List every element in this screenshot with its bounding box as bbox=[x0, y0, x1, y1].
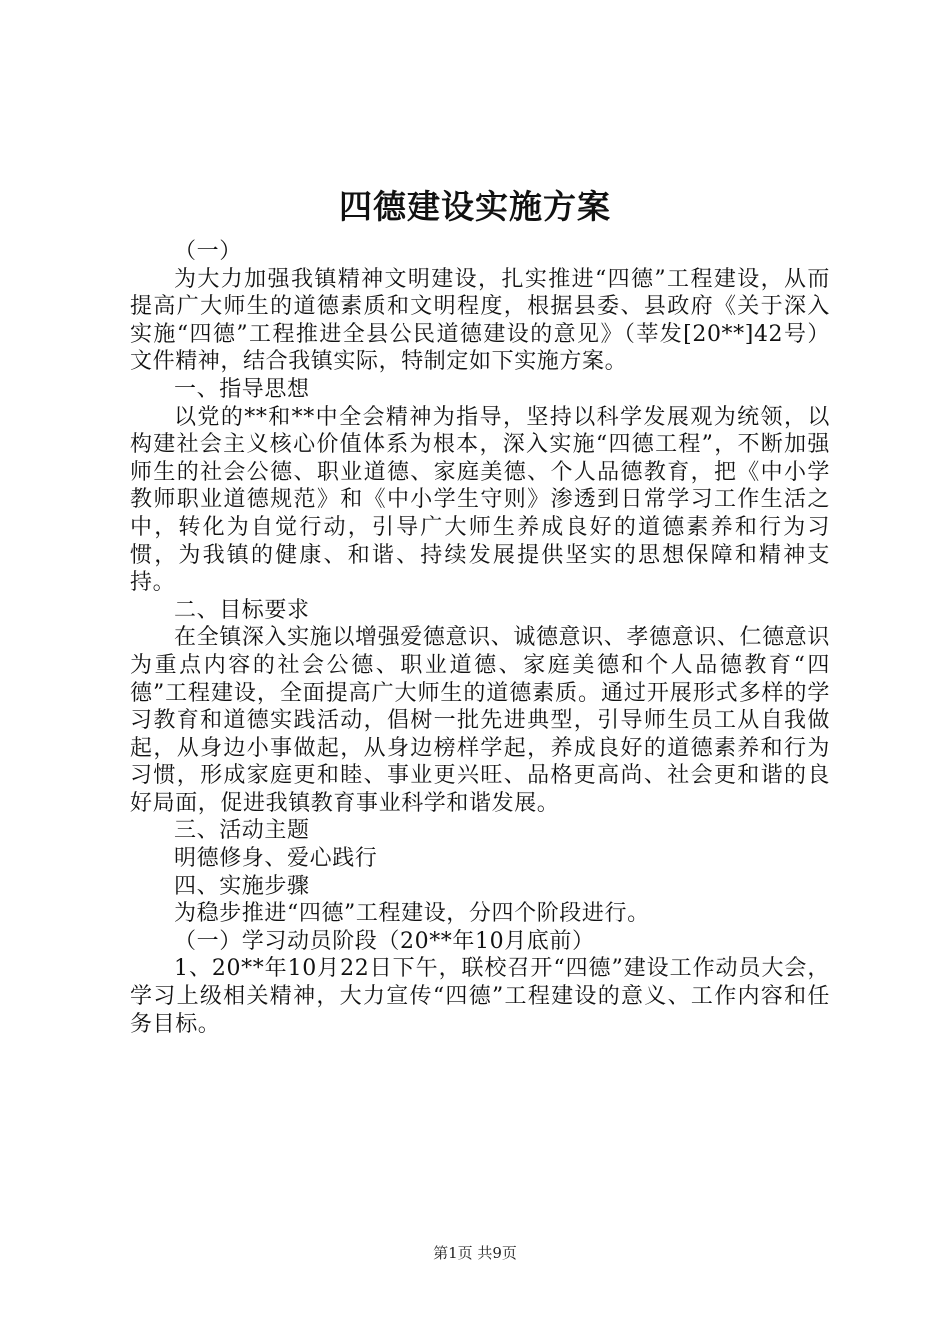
heading-steps: 四、实施步骤 bbox=[174, 873, 310, 899]
document-title: 四德建设实施方案 bbox=[339, 187, 611, 226]
heading-guiding-ideology: 一、指导思想 bbox=[174, 376, 310, 402]
paragraph-stage-one-item-1: 1、20**年10月22日下午，联校召开“四德”建设工作动员大会，学习上级相关精神，大力宣传“四德”工程建设的意义、工作内容和任务目标。 bbox=[130, 956, 830, 1037]
paragraph-goals: 在全镇深入实施以增强爱德意识、诚德意识、孝德意识、仁德意识为重点内容的社会公德、职业道德、家庭美德和个人品德教育“四德”工程建设，全面提高广大师生的道德素质。通过开展形式多样的学习教育和道德实践活动，倡树一批先进典型，引导师生员工从自我做起，从身边小事做起，从身边榜样学起，养成良好的道德素养和行为习惯，形成家庭更和睦、事业更兴旺、品格更高尚、社会更和谐的良好局面，促进我镇教育事业科学和谐发展。 bbox=[130, 625, 830, 816]
page-footer: 第1页 共9页 bbox=[433, 1244, 517, 1262]
paragraph-intro: 为大力加强我镇精神文明建设，扎实推进“四德”工程建设，从而提高广大师生的道德素质和文明程度，根据县委、县政府《关于深入实施“四德”工程推进全县公民道德建设的意见》（莘发[20**]42号）文件精神，结合我镇实际，特制定如下实施方案。 bbox=[130, 266, 830, 375]
paragraph-section-mark: （一） bbox=[174, 239, 242, 264]
paragraph-theme: 明德修身、爱心践行 bbox=[174, 846, 378, 872]
heading-goals: 二、目标要求 bbox=[174, 597, 310, 623]
heading-theme: 三、活动主题 bbox=[174, 818, 310, 844]
paragraph-guiding-ideology: 以党的**和**中全会精神为指导，坚持以科学发展观为统领，以构建社会主义核心价值体系为根本，深入实施“四德工程”，不断加强师生的社会公德、职业道德、家庭美德、个人品德教育，把《中小学教师职业道德规范》和《中小学生守则》渗透到日常学习工作生活之中，转化为自觉行动，引导广大师生养成良好的道德素养和行为习惯，为我镇的健康、和谐、持续发展提供坚实的思想保障和精神支持。 bbox=[130, 404, 830, 596]
document-body bbox=[130, 238, 830, 1038]
subheading-stage-one: （一）学习动员阶段（20**年10月底前） bbox=[174, 928, 595, 954]
paragraph-steps: 为稳步推进“四德”工程建设，分四个阶段进行。 bbox=[174, 901, 650, 927]
